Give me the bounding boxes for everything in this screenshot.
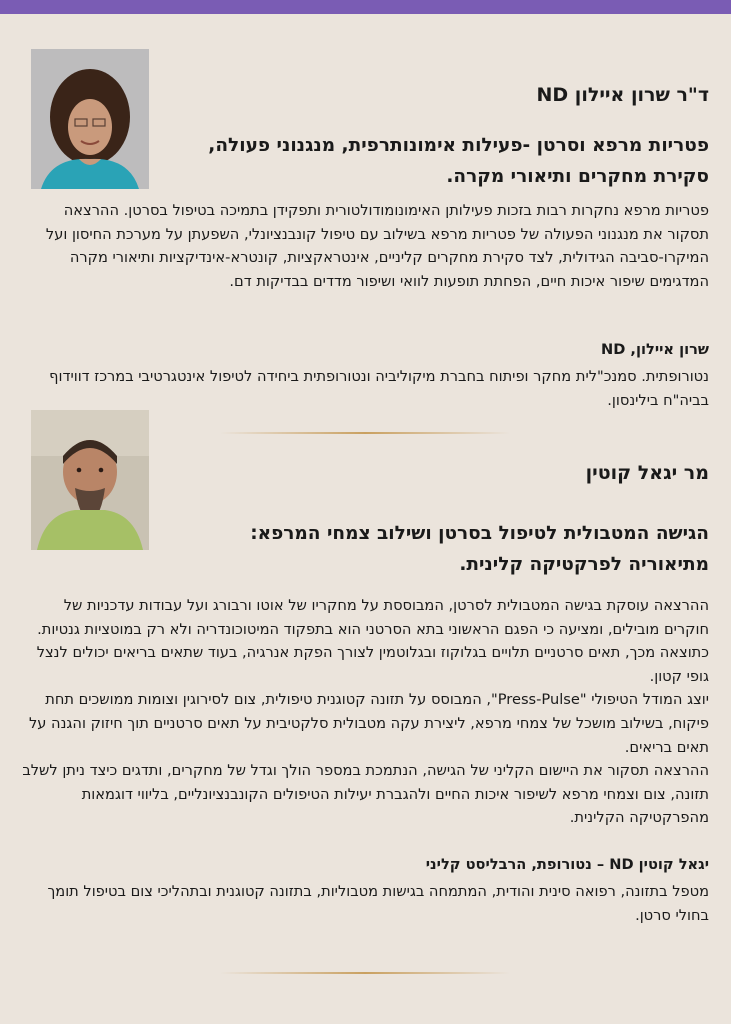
speaker1-name: ד"ר שרון איילון ND: [536, 84, 709, 106]
speaker2-photo: [31, 410, 149, 550]
speaker2-abstract: [19, 594, 709, 830]
speaker1-talk-title: פטריות מרפא וסרטן -פעילות אימונותרפית, מנגנוני פעולה, סקירת מחקרים ותיאורי מקרה.: [208, 135, 709, 187]
speaker1-bio-name: שרון איילון, ND: [601, 341, 709, 358]
speaker2-abstract-paragraph-1: ההרצאה עוסקת בגישה המטבולית לסרטן, המבוססת על מחקריו של אוטו ורבורג ועל עבודות עדכניות של חוקרים מובילים, ומציעה כי הפגם הראשוני בתא הסרטני הוא בתפקוד המיטוכונדריה ולא רק במוטציות גנטיות. כתוצאה מכך, תאים סרטניים תלויים בגלוקוז ובגלוטמין לצורך הפקת אנרגיה, בעוד שתאים בריאים יכולים לנצל גופי קטון.: [36, 597, 709, 685]
speaker2-bio-name: יגאל קוטין ND – נטורופת, הרבליסט קליני: [425, 856, 709, 873]
speaker1-bio-text: נטורופתית. סמנכ"לית מחקר ופיתוח בחברת מיקוליביה ונטורופתית ביחידה לטיפול אינטגרטיבי במרכז דווידוף בביה"ח בילינסון.: [49, 368, 709, 409]
speaker2-name: מר יגאל קוטין: [585, 462, 709, 484]
bottom-divider: [220, 972, 510, 974]
top-accent-bar: [0, 0, 731, 14]
speaker1-photo: [31, 49, 149, 189]
speaker2-talk-title: הגישה המטבולית לטיפול בסרטן ושילוב צמחי המרפא: מתיאוריה לפרקטיקה קלינית.: [250, 523, 709, 575]
section-divider: [220, 432, 510, 434]
speaker2-bio-text: מטפל בתזונה, רפואה סינית והודית, המתמחה בגישות מטבוליות, בתזונה קטוגנית ובתהליכי צום בטיפול תומך בחולי סרטן.: [47, 883, 709, 924]
speaker2-abstract-paragraph-3: ההרצאה תסקור את היישום הקליני של הגישה, הנתמכת במספר הולך וגדל של מחקרים, ותדגים כיצד ניתן לשלב תזונה, צום וצמחי מרפא לשיפור איכות החיים ולהגברת יעילות הטיפולים הקונבנציונליים, בליווי דוגמאות מהפרקטיקה הקלינית.: [22, 762, 709, 827]
speaker2-abstract-paragraph-2: יוצג המודל הטיפולי "Press-Pulse", המבוסס על תזונה קטוגנית טיפולית, צום לסירוגין וצומות ממושכים תחת פיקוח, בשילוב מושכל של צמחי מרפא, ליצירת עקה מטבולית סלקטיבית על תאים סרטניים תוך חיזוק והגנה על תאים בריאים.: [28, 691, 709, 756]
speaker1-abstract: פטריות מרפא נחקרות רבות בזכות פעילותן האימונומודולטורית ותפקידן בתמיכה בטיפול בסרטן. ההרצאה תסקור את מנגנוני הפעולה של פטריות מרפא בשילוב עם טיפול קונבנציונלי, השפעתן על מערכת החיסון ועל המיקרו-סביבה הגידולית, לצד סקירת מחקרים קליניים, אינטראקציות, קונטרא-אינדיקציות ותיאורי מקרה המדגימים שיפור איכות חיים, הפחתת תופעות לוואי ושיפור מדדים בבדיקות דם.: [45, 202, 709, 290]
